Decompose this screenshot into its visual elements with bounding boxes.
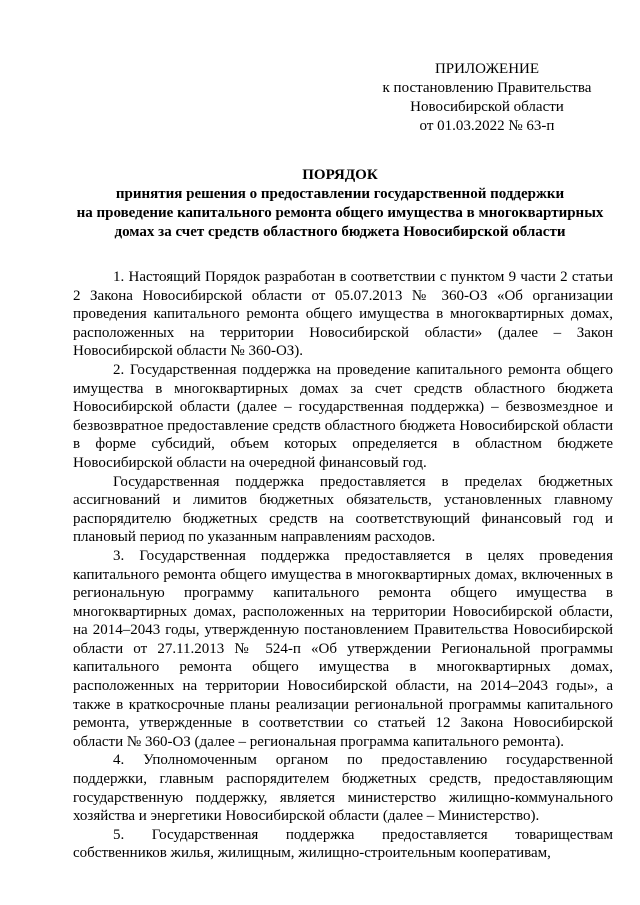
document-body — [73, 268, 613, 863]
paragraph-2: 2. Государственная поддержка на проведение капитального ремонта общего имущества в многоквартирных домах за счет средств областного бюджета Новосибирской области (далее – государственная поддержка) – безвозмездное и безвозвратное предоставление средств областного бюджета Новосибирской области в форме субсидий, объем которых определяется в областном бюджете Новосибирской области на очередной финансовый год. — [73, 361, 613, 471]
appendix-region: Новосибирской области — [410, 99, 564, 115]
paragraph-4: 4. Уполномоченным органом по предоставлению государственной поддержки, главным распорядителем бюджетных средств, предоставляющим государственную поддержку, является министерство жилищно-коммунального хозяйства и энергетики Новосибирской области (далее – Министерство). — [73, 752, 613, 825]
paragraph-1: 1. Настоящий Порядок разработан в соответствии с пунктом 9 части 2 статьи 2 Закона Новосибирской области от 05.07.2013 № 360-ОЗ «Об организации проведения капитального ремонта общего имущества в многоквартирных домах, расположенных на территории Новосибирской области» (далее – Закон Новосибирской области № 360-ОЗ). — [73, 269, 613, 360]
paragraph-5: 5. Государственная поддержка предоставляется товариществам собственников жилья, жилищным, жилищно-строительным кооперативам, — [73, 826, 613, 862]
appendix-header — [372, 60, 602, 136]
appendix-resolution-ref: к постановлению Правительства — [382, 80, 592, 96]
paragraph-3: 3. Государственная поддержка предоставляется в целях проведения капитального ремонта общего имущества в многоквартирных домах, включенных в региональную программу капитального ремонта общего имущества в многоквартирных домах, расположенных на территории Новосибирской области, на 2014–2043 годы, утвержденную постановлением Правительства Новосибирской области от 27.11.2013 № 524-п «Об утверждении Региональной программы капитального ремонта общего имущества в многоквартирных домах, расположенных на территории Новосибирской области, на 2014–2043 годы», а также в краткосрочные планы реализации региональной программы капитального ремонта, утвержденные в соответствии со статьей 12 Закона Новосибирской области № 360-ОЗ (далее – региональная программа капитального ремонта). — [73, 547, 613, 750]
appendix-label: ПРИЛОЖЕНИЕ — [434, 61, 540, 77]
title-subline-1: принятия решения о предоставлении государственной поддержки — [115, 186, 565, 202]
title-subline-2: на проведение капитального ремонта общего имущества в многоквартирных — [76, 205, 604, 221]
appendix-date-number: от 01.03.2022 № 63-п — [419, 118, 555, 134]
document-title — [60, 166, 620, 242]
title-subline-3: домах за счет средств областного бюджета Новосибирской области — [114, 224, 566, 240]
paragraph-2-continued: Государственная поддержка предоставляется в пределах бюджетных ассигнований и лимитов бюджетных обязательств, установленных главному распорядителю бюджетных средств на соответствующий финансовый год и плановый период по указанным направлениям расходов. — [73, 473, 613, 546]
title-heading: ПОРЯДОК — [302, 167, 378, 183]
